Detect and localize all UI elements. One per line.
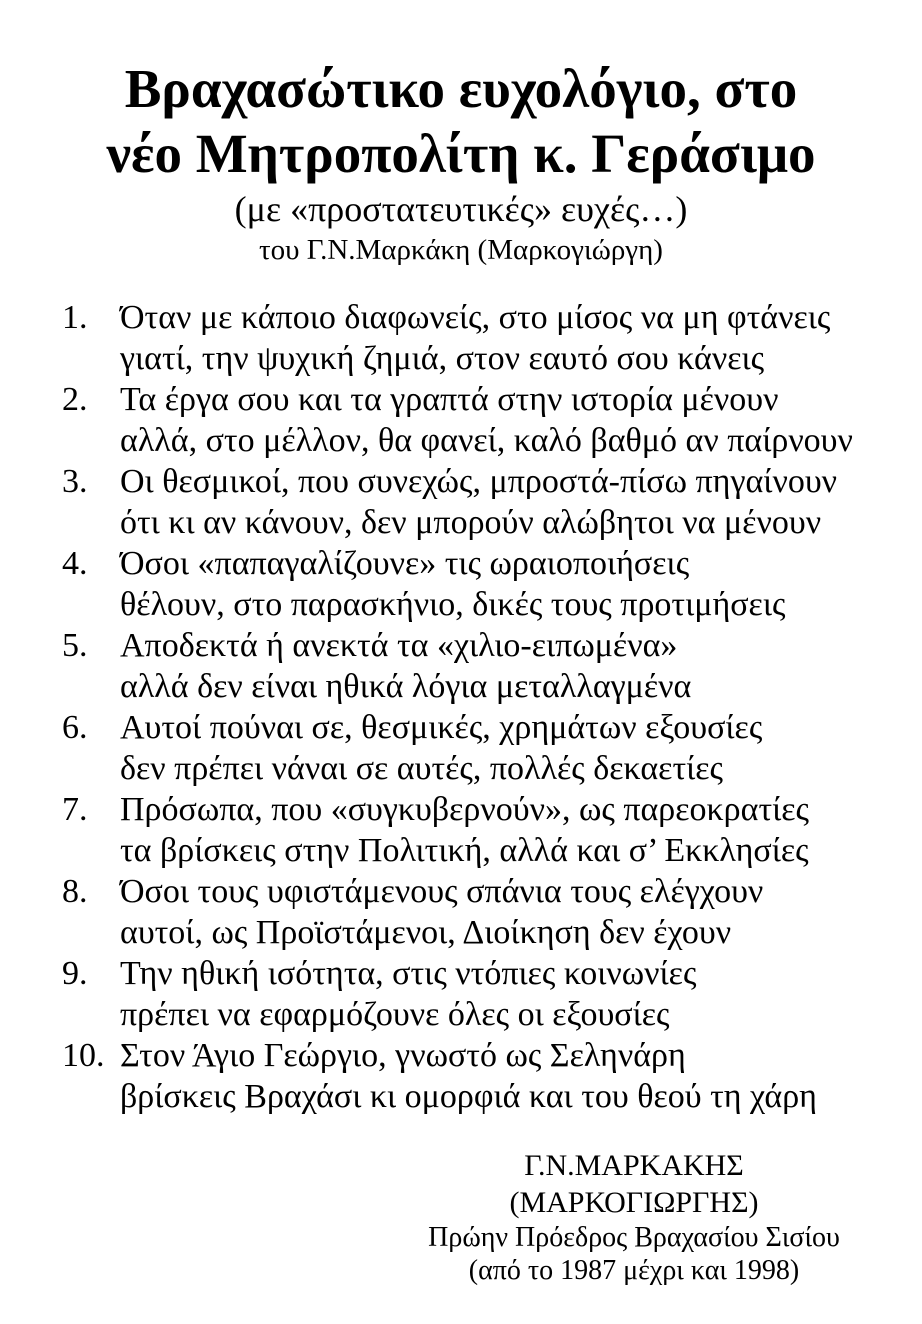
poem-item-8 [62,871,892,953]
poem-item-number: 3. [62,463,88,500]
verse-line-2: αλλά, στο μέλλον, θα φανεί, καλό βαθμό αν παίρνουν [120,422,853,459]
verse-line-1: Όσοι «παπαγαλίζουνε» τις ωραιοποιήσεις [120,545,690,582]
verse-line-2: δεν πρέπει νάναι σε αυτές, πολλές δεκαετίες [120,750,724,787]
page-title [0,56,922,186]
poem-item-number: 8. [62,873,88,910]
verse-line-1: Στον Άγιο Γεώργιο, γνωστό ως Σεληνάρη [120,1037,686,1074]
poem-item-5 [62,625,892,707]
poem-item-3 [62,461,892,543]
verse-line-2: πρέπει να εφαρμόζουνε όλες οι εξουσίες [120,996,670,1033]
poem-item-verse [120,953,892,1035]
poem-item-number: 9. [62,955,88,992]
poem-item-verse [120,625,892,707]
poem-item-10 [62,1035,892,1117]
poem-item-2 [62,379,892,461]
poem-item-1 [62,297,892,379]
poem-item-number: 6. [62,709,88,746]
verse-line-2: αλλά δεν είναι ηθικά λόγια μεταλλαγμένα [120,668,692,705]
poem-item-number: 2. [62,381,88,418]
verse-line-1: Πρόσωπα, που «συγκυβερνούν», ως παρεοκρατίες [120,791,810,828]
poem-item-number: 4. [62,545,88,582]
verse-line-1: Οι θεσμικοί, που συνεχώς, μπροστά-πίσω πηγαίνουν [120,463,838,500]
signature-name: Γ.Ν.ΜΑΡΚΑΚΗΣ (ΜΑΡΚΟΓΙΩΡΓΗΣ) [509,1149,759,1219]
poem-item-6 [62,707,892,789]
poem-item-verse [120,1035,892,1117]
poem-item-verse [120,707,892,789]
byline: του Γ.Ν.Μαρκάκη (Μαρκογιώργη) [259,234,663,266]
poem-item-number: 5. [62,627,88,664]
poem-item-number: 1. [62,299,88,336]
verse-line-2: γιατί, την ψυχική ζημιά, στον εαυτό σου κάνεις [120,340,765,377]
verse-line-2: ότι κι αν κάνουν, δεν μπορούν αλώβητοι να μένουν [120,504,822,541]
poem-item-verse [120,543,892,625]
poem-item-verse [120,297,892,379]
poem-item-verse [120,789,892,871]
poem-item-number: 10. [62,1037,105,1074]
page-title-line-1: Βραχασώτικο ευχολόγιο, στο [124,58,798,119]
poem-item-7 [62,789,892,871]
poem-item-verse [120,871,892,953]
verse-line-1: Τα έργα σου και τα γραπτά στην ιστορία μένουν [120,381,779,418]
subtitle: (με «προστατευτικές» ευχές…) [234,189,688,229]
poem-item-4 [62,543,892,625]
verse-line-1: Όσοι τους υφιστάμενους σπάνια τους ελέγχουν [120,873,764,910]
poem-item-number: 7. [62,791,88,828]
verse-line-1: Την ηθική ισότητα, στις ντόπιες κοινωνίες [120,955,697,992]
document-header [0,0,922,267]
poem-item-verse [120,461,892,543]
verse-line-1: Αποδεκτά ή ανεκτά τα «χιλιο-ειπωμένα» [120,627,678,664]
poem-item-9 [62,953,892,1035]
poem-list [62,297,892,1117]
verse-line-1: Αυτοί πούναι σε, θεσμικές, χρημάτων εξουσίες [120,709,763,746]
page-title-line-2: νέο Μητροπολίτη κ. Γεράσιμο [106,123,816,184]
verse-line-2: θέλουν, στο παρασκήνιο, δικές τους προτιμήσεις [120,586,786,623]
signature-period: (από το 1987 μέχρι και 1998) [468,1255,800,1286]
verse-line-2: τα βρίσκεις στην Πολιτική, αλλά και σ’ Εκκλησίες [120,832,809,869]
poem-item-verse [120,379,892,461]
verse-line-1: Όταν με κάποιο διαφωνείς, στο μίσος να μη φτάνεις [120,299,831,336]
signature-role: Πρώην Πρόεδρος Βραχασίου Σισίου [428,1222,840,1253]
verse-line-2: αυτοί, ως Προϊστάμενοι, Διοίκηση δεν έχουν [120,914,732,951]
verse-line-2: βρίσκεις Βραχάσι κι ομορφιά και του θεού τη χάρη [120,1078,817,1115]
signature-block [404,1147,864,1287]
